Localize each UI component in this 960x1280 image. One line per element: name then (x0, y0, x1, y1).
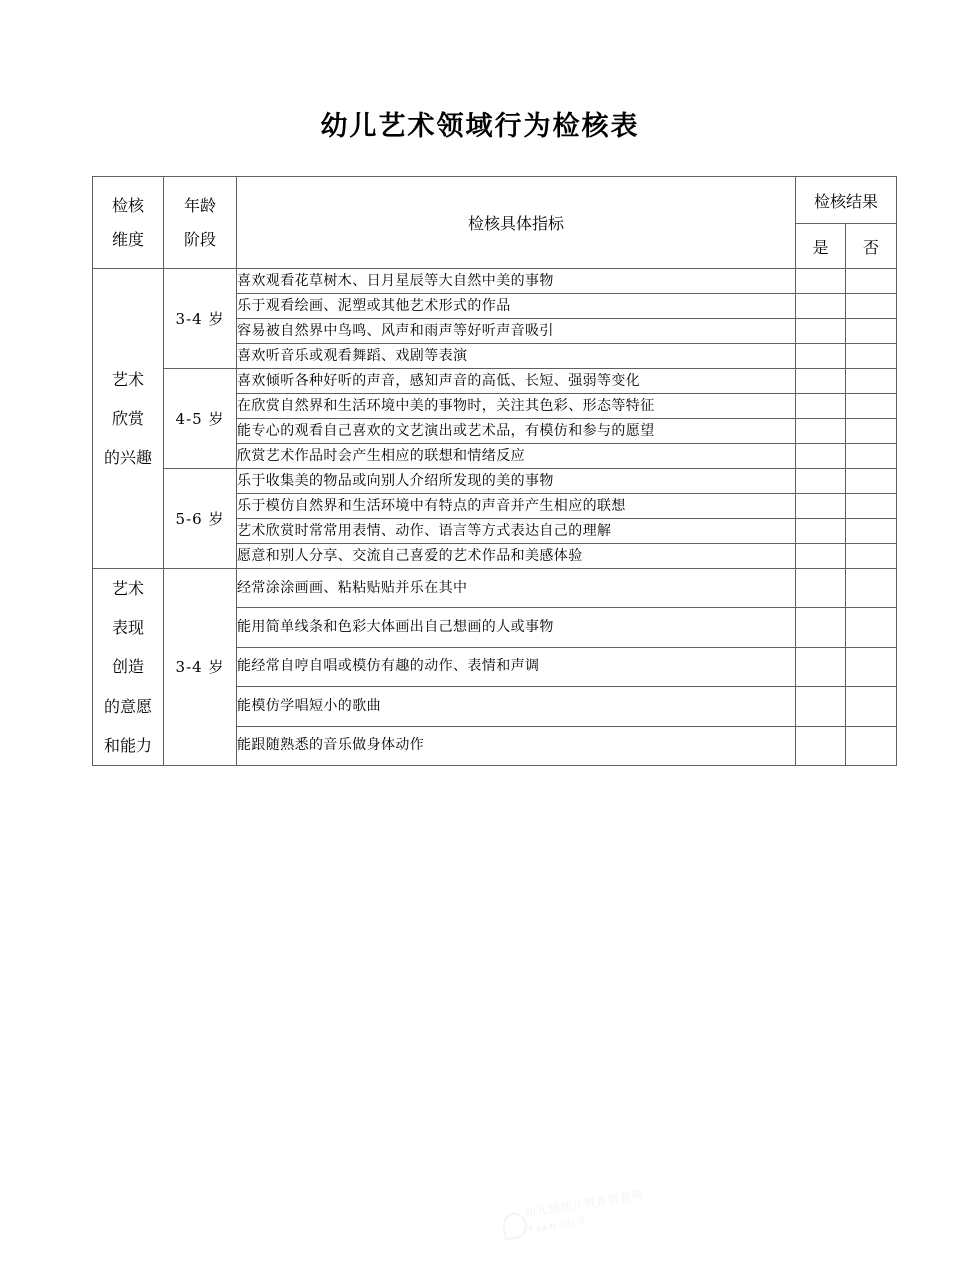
result-yes-cell[interactable] (796, 344, 846, 369)
header-row-primary (93, 177, 897, 224)
result-yes-cell[interactable] (796, 419, 846, 444)
result-no-cell[interactable] (846, 544, 897, 569)
table-row (93, 269, 897, 294)
result-yes-cell[interactable] (796, 687, 846, 726)
indicator-cell: 愿意和别人分享、交流自己喜爱的艺术作品和美感体验 (237, 544, 796, 569)
watermark-main-text: 幼儿园幼儿教育资源网 (524, 1188, 645, 1220)
result-yes-cell[interactable] (796, 726, 846, 765)
result-no-cell[interactable] (846, 269, 897, 294)
result-no-cell[interactable] (846, 726, 897, 765)
checklist-table-container (92, 176, 896, 766)
result-yes-cell[interactable] (796, 319, 846, 344)
page-title: 幼儿艺术领域行为检核表 (320, 111, 640, 142)
header-age-stage (164, 177, 237, 269)
checklist-table (92, 176, 897, 766)
indicator-cell: 乐于收集美的物品或向别人介绍所发现的美的事物 (237, 469, 796, 494)
dimension-cell (93, 269, 164, 569)
dimension-label-line: 艺术 (111, 579, 144, 598)
age-stage-cell: 3-4 岁 (164, 569, 237, 766)
result-no-cell[interactable] (846, 494, 897, 519)
indicator-cell: 乐于模仿自然界和生活环境中有特点的声音并产生相应的联想 (237, 494, 796, 519)
indicator-cell: 欣赏艺术作品时会产生相应的联想和情绪反应 (237, 444, 796, 469)
watermark-sub-text: Y aa n 小红书 (527, 1216, 586, 1236)
indicator-cell: 喜欢观看花草树木、日月星辰等大自然中美的事物 (237, 269, 796, 294)
indicator-cell: 喜欢倾听各种好听的声音，感知声音的高低、长短、强弱等变化 (237, 369, 796, 394)
dimension-label-line: 艺术 (111, 369, 144, 389)
age-stage-cell: 3-4 岁 (164, 269, 237, 369)
header-age-line1: 年龄 (183, 195, 216, 215)
dimension-label-line: 的兴趣 (103, 448, 152, 468)
dimension-label-line: 欣赏 (111, 408, 144, 428)
result-yes-cell[interactable] (796, 394, 846, 419)
result-yes-cell[interactable] (796, 294, 846, 319)
result-no-cell[interactable] (846, 519, 897, 544)
dimension-label-line: 的意愿 (103, 696, 152, 716)
result-no-cell[interactable] (846, 419, 897, 444)
watermark (524, 1168, 770, 1265)
indicator-cell: 容易被自然界中鸟鸣、风声和雨声等好听声音吸引 (237, 319, 796, 344)
result-no-cell[interactable] (846, 294, 897, 319)
table-header (93, 177, 897, 269)
result-no-cell[interactable] (846, 394, 897, 419)
result-no-cell[interactable] (846, 647, 897, 686)
result-no-cell[interactable] (846, 444, 897, 469)
result-yes-cell[interactable] (796, 647, 846, 686)
result-no-cell[interactable] (846, 344, 897, 369)
indicator-cell: 能跟随熟悉的音乐做身体动作 (237, 726, 796, 765)
header-dimension-line2: 维度 (111, 229, 144, 249)
watermark-logo-icon (501, 1211, 529, 1240)
result-no-cell[interactable] (846, 469, 897, 494)
header-result: 检核结果 (796, 177, 897, 224)
indicator-cell: 能用简单线条和色彩大体画出自己想画的人或事物 (237, 608, 796, 647)
result-no-cell[interactable] (846, 319, 897, 344)
indicator-cell: 能模仿学唱短小的歌曲 (237, 687, 796, 726)
dimension-cell (93, 569, 164, 766)
result-yes-cell[interactable] (796, 519, 846, 544)
header-age-line2: 阶段 (183, 229, 216, 249)
indicator-cell: 能专心的观看自己喜欢的文艺演出或艺术品，有模仿和参与的愿望 (237, 419, 796, 444)
header-dimension-line1: 检核 (111, 195, 144, 215)
result-no-cell[interactable] (846, 687, 897, 726)
dimension-label-line: 和能力 (103, 735, 152, 755)
indicator-cell: 喜欢听音乐或观看舞蹈、戏剧等表演 (237, 344, 796, 369)
indicator-cell: 经常涂涂画画、粘粘贴贴并乐在其中 (237, 569, 796, 608)
result-yes-cell[interactable] (796, 608, 846, 647)
result-yes-cell[interactable] (796, 444, 846, 469)
age-stage-cell: 4-5 岁 (164, 369, 237, 469)
table-body (93, 269, 897, 766)
dimension-label-line: 表现 (111, 618, 144, 638)
header-indicator: 检核具体指标 (237, 177, 796, 269)
result-no-cell[interactable] (846, 569, 897, 608)
indicator-cell: 在欣赏自然界和生活环境中美的事物时，关注其色彩、形态等特征 (237, 394, 796, 419)
indicator-cell: 艺术欣赏时常常用表情、动作、语言等方式表达自己的理解 (237, 519, 796, 544)
result-yes-cell[interactable] (796, 469, 846, 494)
result-yes-cell[interactable] (796, 269, 846, 294)
indicator-cell: 乐于观看绘画、泥塑或其他艺术形式的作品 (237, 294, 796, 319)
table-row (93, 469, 897, 494)
result-yes-cell[interactable] (796, 369, 846, 394)
age-stage-cell: 5-6 岁 (164, 469, 237, 569)
result-yes-cell[interactable] (796, 569, 846, 608)
table-row (93, 569, 897, 608)
indicator-cell: 能经常自哼自唱或模仿有趣的动作、表情和声调 (237, 647, 796, 686)
result-yes-cell[interactable] (796, 494, 846, 519)
result-no-cell[interactable] (846, 369, 897, 394)
result-no-cell[interactable] (846, 608, 897, 647)
table-row (93, 369, 897, 394)
header-result-no: 否 (846, 224, 897, 269)
result-yes-cell[interactable] (796, 544, 846, 569)
header-result-yes: 是 (796, 224, 846, 269)
header-dimension (93, 177, 164, 269)
dimension-label-line: 创造 (111, 657, 144, 677)
